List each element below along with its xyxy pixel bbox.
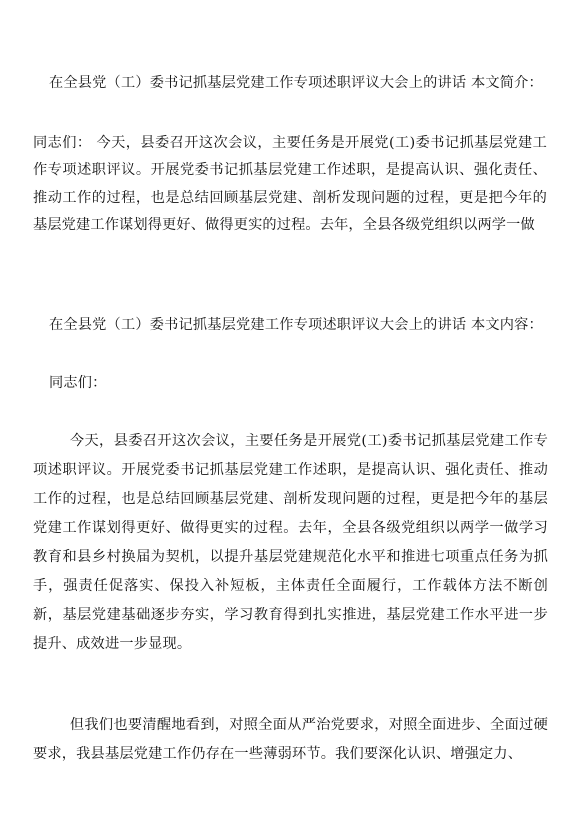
summary-paragraph: 同志们： 今天，县委召开这次会议，主要任务是开展党(工)委书记抓基层党建工作专项述职评议。开展党委书记抓基层党建工作述职，是提高认识、强化责任、推动工作的过程，也是总结回顾基层党建、剖析发现问题的过程，更是把今年的基层党建工作谋划得更好、做得更实的过程。去年，全县各级党组织以两学一做 <box>33 135 547 233</box>
content-heading: 在全县党（工）委书记抓基层党建工作专项述职评议大会上的讲话 本文内容： <box>49 317 543 333</box>
body-paragraph-2: 但我们也要清醒地看到，对照全面从严治党要求，对照全面进步、全面过硬要求，我县基层党建工作仍存在一些薄弱环节。我们要深化认识、增强定力、 <box>33 717 548 762</box>
salutation: 同志们： <box>49 375 107 391</box>
body-paragraph-1: 今天，县委召开这次会议，主要任务是开展党(工)委书记抓基层党建工作专项述职评议。开展党委书记抓基层党建工作述职，是提高认识、强化责任、推动工作的过程，也是总结回顾基层党建、剖析发现问题的过程，更是把今年的基层党建工作谋划得更好、做得更实的过程。去年，全县各级党组织以两学一做学习教育和县乡村换届为契机，以提升基层党建规范化水平和推进七项重点任务为抓手，强责任促落实、保投入补短板，主体责任全面履行，工作载体方法不断创新，基层党建基础逐步夯实，学习教育得到扎实推进，基层党建工作水平进一步提升、成效进一步显现。 <box>33 433 548 652</box>
summary-heading: 在全县党（工）委书记抓基层党建工作专项述职评议大会上的讲话 本文简介： <box>49 75 543 91</box>
